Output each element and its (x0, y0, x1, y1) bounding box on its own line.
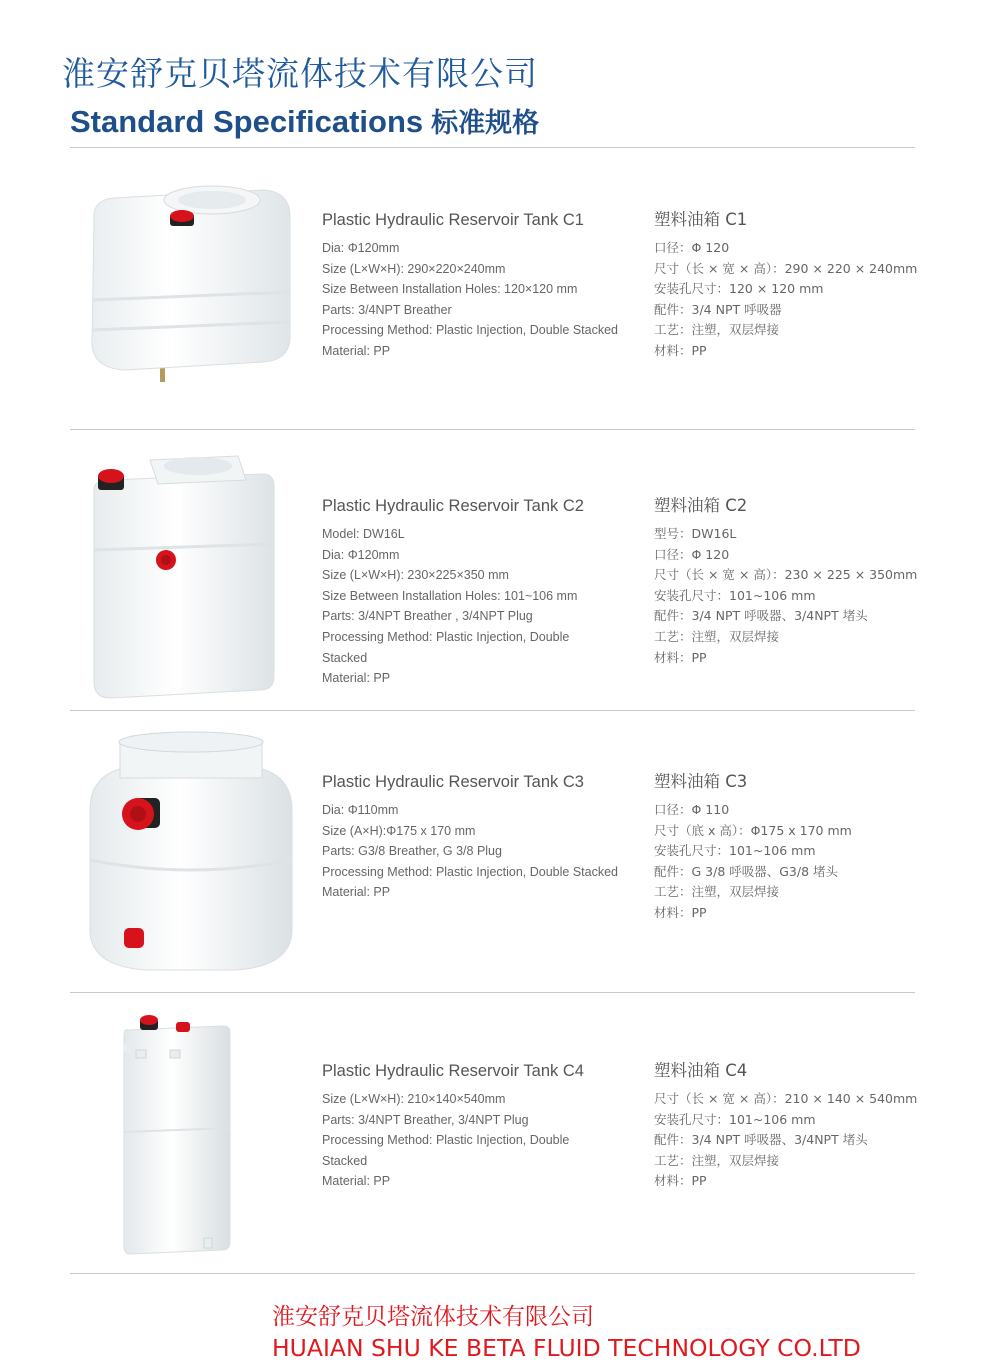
spec-line: Stacked (322, 1153, 368, 1168)
specs-en-c1 (322, 208, 642, 362)
spec-line: Model: DW16L (322, 527, 405, 541)
spec-line: Material: PP (322, 1174, 391, 1189)
spec-line: 安装孔尺寸：101~106 mm (654, 587, 816, 603)
spec-line: 尺寸（长 × 宽 × 高）：210 × 140 × 540mm (654, 1091, 918, 1106)
product-title-cn: 塑料油箱 C4 (654, 1061, 748, 1080)
spec-line: 材料：PP (654, 1173, 707, 1189)
spec-line: Material: PP (322, 343, 391, 358)
company-name-cn: 淮安舒克贝塔流体技术有限公司 (62, 54, 538, 93)
spec-line: 口径：Φ 120 (654, 240, 730, 255)
spec-line: Processing Method: Plastic Injection, Double Stacked (322, 323, 618, 338)
spec-line: 工艺：注塑，双层焊接 (654, 322, 780, 338)
specs-en-c4 (322, 1059, 642, 1192)
spec-line: 尺寸（长 × 宽 × 高）：290 × 220 × 240mm (654, 260, 918, 276)
tank-c3-image (86, 730, 296, 972)
spec-line: 工艺：注塑，双层焊接 (654, 1152, 780, 1168)
spec-line: 口径：Φ 120 (654, 546, 730, 562)
product-c1 (70, 180, 918, 410)
spec-line: 安装孔尺寸：101~106 mm (654, 843, 816, 859)
spec-line: Size (L×W×H): 290×220×240mm (322, 261, 506, 276)
spec-line: Dia: Φ120mm (322, 241, 400, 255)
spec-line: Size Between Installation Holes: 120×120 mm (322, 282, 578, 297)
product-c2 (70, 450, 918, 700)
divider (70, 1273, 915, 1274)
tank-c2-image (88, 450, 288, 700)
spec-line: 配件：G 3/8 呼吸器、G3/8 堵头 (654, 863, 839, 879)
specs-cn-c2 (654, 494, 924, 668)
spec-line: 配件：3/4 NPT 呼吸器 (654, 301, 782, 317)
spec-line: 型号：DW16L (654, 526, 737, 541)
spec-line: 安装孔尺寸：101~106 mm (654, 1111, 816, 1127)
spec-line: 配件：3/4 NPT 呼吸器、3/4NPT 堵头 (654, 1132, 868, 1148)
spec-line: Parts: 3/4NPT Breather , 3/4NPT Plug (322, 609, 533, 624)
product-title-cn: 塑料油箱 C3 (654, 772, 748, 791)
spec-line: Dia: Φ110mm (322, 803, 399, 817)
page-title-cn: 标准规格 (431, 108, 540, 139)
spec-line: 口径：Φ 110 (654, 802, 730, 817)
spec-line: 安装孔尺寸：120 × 120 mm (654, 281, 824, 297)
product-title-en: Plastic Hydraulic Reservoir Tank C3 (322, 773, 584, 791)
spec-line: Stacked (322, 650, 368, 665)
spec-line: Material: PP (322, 885, 391, 900)
footer-company-cn: 淮安舒克贝塔流体技术有限公司 (272, 1304, 594, 1330)
specs-cn-c1 (654, 208, 924, 362)
spec-line: 工艺：注塑，双层焊接 (654, 628, 780, 644)
product-c3 (70, 730, 915, 975)
divider (70, 429, 915, 430)
specs-cn-c4 (654, 1059, 924, 1192)
page-title-en: Standard Specifications (70, 104, 424, 139)
divider (70, 147, 915, 148)
page-title (70, 102, 539, 144)
specs-en-c3 (322, 770, 642, 903)
spec-line: Processing Method: Plastic Injection, Double (322, 1133, 570, 1148)
spec-line: 材料：PP (654, 904, 707, 920)
spec-line: Size (L×W×H): 210×140×540mm (322, 1092, 506, 1106)
divider (70, 992, 915, 993)
spec-line: Processing Method: Plastic Injection, Double (322, 629, 570, 644)
divider (70, 710, 915, 711)
product-title-cn: 塑料油箱 C1 (654, 210, 748, 229)
spec-line: Processing Method: Plastic Injection, Double Stacked (322, 864, 618, 879)
product-title-en: Plastic Hydraulic Reservoir Tank C4 (322, 1062, 584, 1080)
specs-cn-c3 (654, 770, 924, 924)
footer-company-en: HUAIAN SHU KE BETA FLUID TECHNOLOGY CO.LTD (272, 1334, 861, 1362)
spec-line: Parts: G3/8 Breather, G 3/8 Plug (322, 844, 502, 859)
tank-c4-image (118, 1010, 238, 1260)
spec-line: Size (L×W×H): 230×225×350 mm (322, 568, 509, 583)
spec-line: Size Between Installation Holes: 101~106 mm (322, 588, 578, 603)
product-title-en: Plastic Hydraulic Reservoir Tank C2 (322, 497, 584, 515)
spec-line: Dia: Φ120mm (322, 547, 400, 562)
product-title-cn: 塑料油箱 C2 (654, 496, 748, 515)
spec-line: 尺寸（长 × 宽 × 高）：230 × 225 × 350mm (654, 567, 918, 583)
spec-line: Parts: 3/4NPT Breather, 3/4NPT Plug (322, 1112, 529, 1127)
spec-line: Size (A×H):Φ175 x 170 mm (322, 823, 476, 838)
spec-line: Material: PP (322, 671, 391, 686)
spec-line: 配件：3/4 NPT 呼吸器、3/4NPT 堵头 (654, 608, 868, 624)
spec-line: 材料：PP (654, 342, 707, 358)
product-c4 (70, 1010, 918, 1260)
spec-line: Parts: 3/4NPT Breather (322, 302, 452, 317)
spec-line: 尺寸（底 x 高）：Φ175 x 170 mm (654, 822, 852, 838)
spec-line: 材料：PP (654, 649, 707, 665)
spec-line: 工艺：注塑，双层焊接 (654, 884, 780, 900)
product-title-en: Plastic Hydraulic Reservoir Tank C1 (322, 211, 584, 229)
tank-c1-image (84, 180, 294, 398)
specs-en-c2 (322, 494, 642, 689)
